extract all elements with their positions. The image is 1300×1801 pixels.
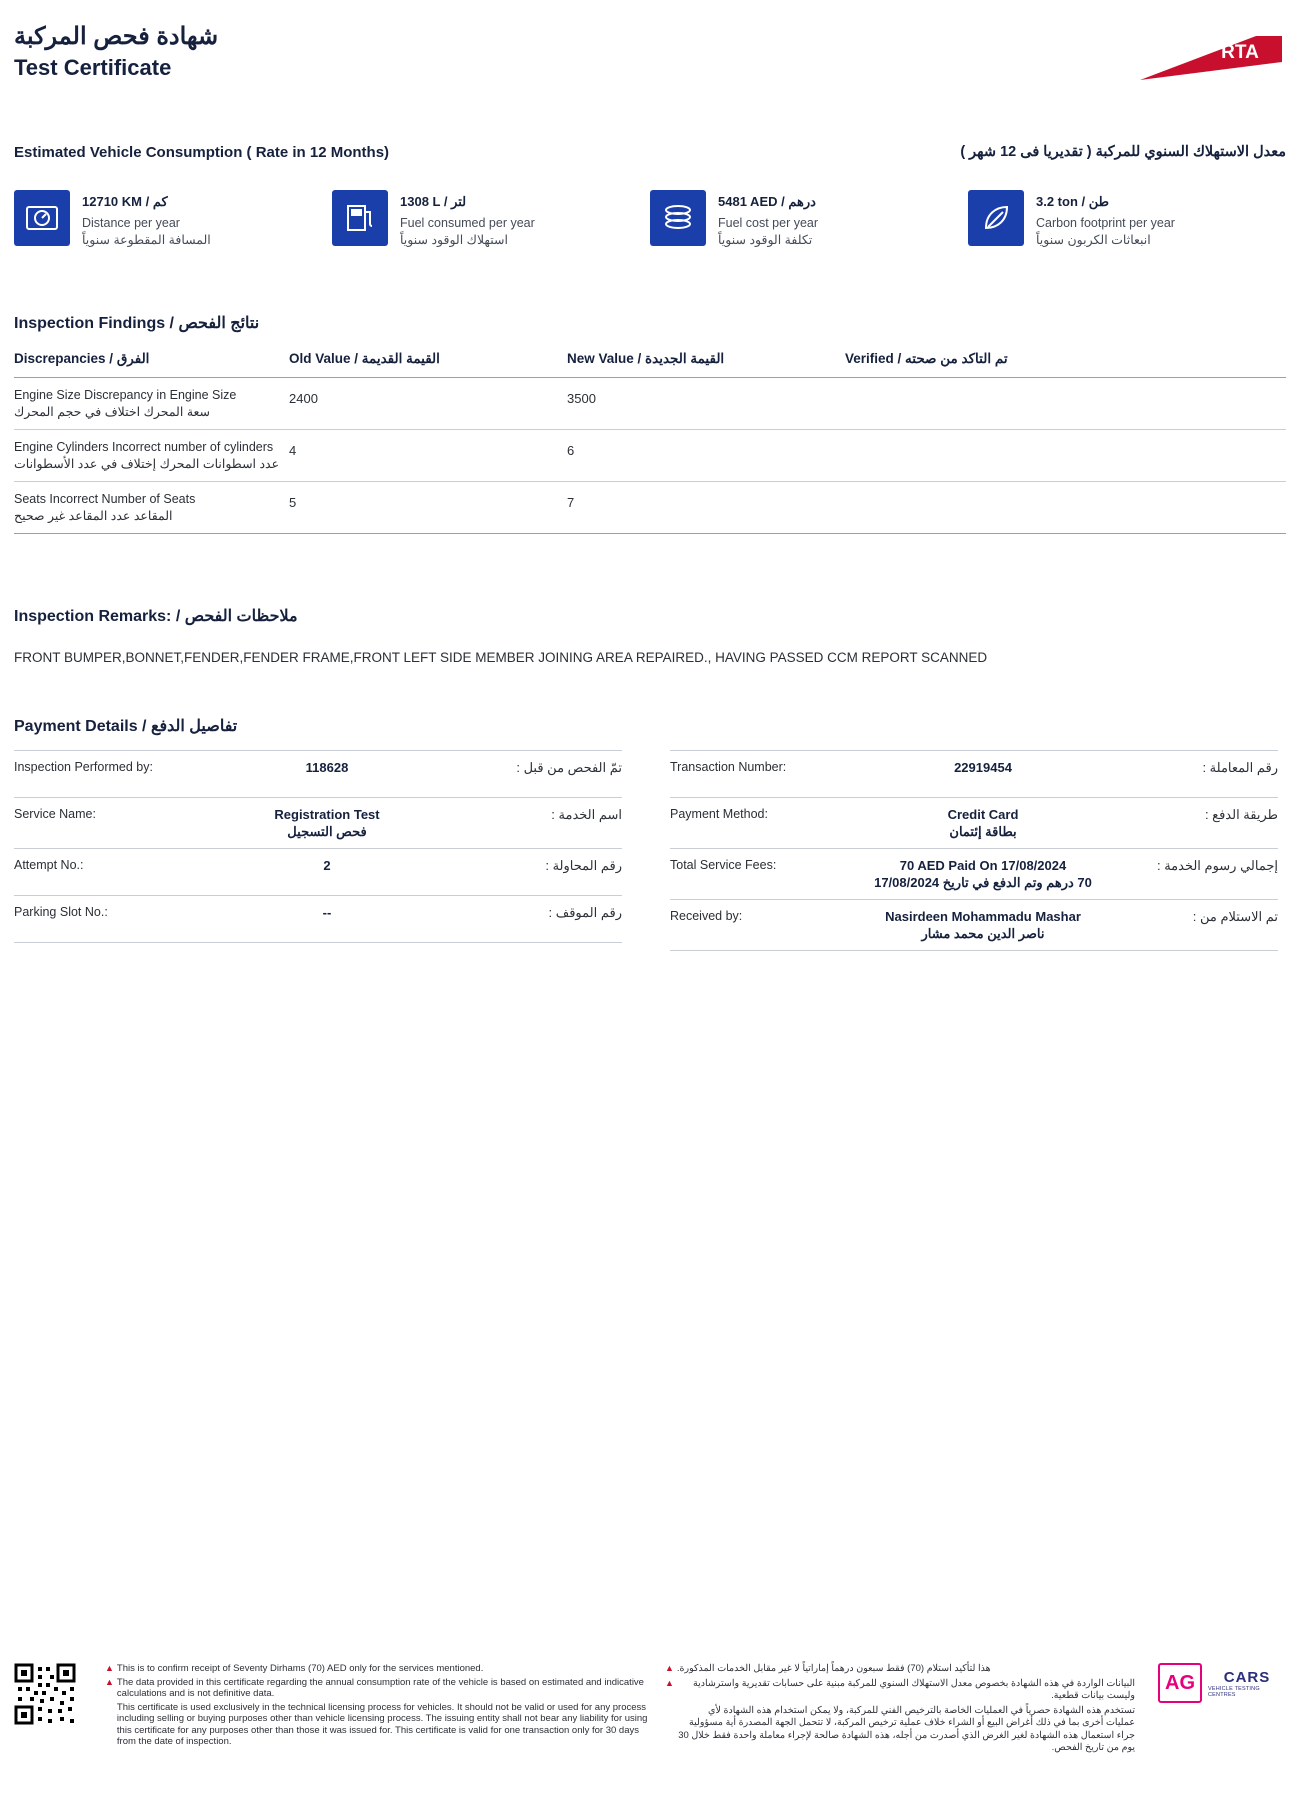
payment-label-ar: اسم الخدمة : (551, 807, 622, 822)
findings-old-value-cell (289, 482, 567, 534)
findings-verified-cell (845, 482, 1286, 534)
footer-text-en-2: The data provided in this certificate regarding the annual consumption rate of the vehicle is based on estimated and indicative calculations and is not definitive data. (116, 1676, 644, 1699)
payment-label-en: Inspection Performed by: (14, 760, 153, 774)
footer-line-ar (665, 1663, 1135, 1676)
consumption-item-cost (650, 190, 968, 249)
warning-icon: ▲ (665, 1663, 674, 1673)
payment-value (838, 857, 1128, 891)
consumption-list (14, 190, 1286, 249)
findings-verified-cell (845, 430, 1286, 482)
consumption-value: 12710 KM / كم (82, 194, 168, 209)
payment-heading-row (14, 716, 1286, 736)
footer-text-en-3: This certificate is used exclusively in the technical licensing process for vehicles. It should not be valid or used for any process including selling or buying purposes other than vehicle licensing process. The issuing entity shall not bear any liability for using this certificate for any purposes other than those it was issued for. This certificate is valid for one transaction only for 30 days from the date of inspection. (116, 1701, 648, 1747)
payment-value-secondary: 70 درهم وتم الدفع في تاريخ 17/08/2024 (874, 875, 1092, 890)
consumption-label-en: Distance per year (82, 216, 180, 230)
payment-value (838, 806, 1128, 840)
qr-code-icon (14, 1663, 76, 1725)
payment-heading: Payment Details / تفاصيل الدفع (14, 718, 238, 735)
payment-label-ar: تمّ الفحص من قبل : (516, 760, 622, 775)
payment-row-inspection-performed-by (14, 750, 622, 798)
footer-line (105, 1677, 650, 1700)
findings-col-new-value: New Value / القيمة الجديدة (567, 351, 845, 378)
coins-icon (650, 190, 706, 246)
discrepancy-ar: عدد اسطوانات المحرك إختلاف في عدد الأسطوانات (14, 457, 280, 471)
document-header (14, 22, 1286, 108)
payment-value (182, 857, 472, 874)
findings-new-value-cell (567, 378, 845, 430)
payment-value-primary: 2 (323, 858, 331, 873)
consumption-item-text (1036, 190, 1175, 249)
consumption-item-text (82, 190, 211, 249)
consumption-item-distance (14, 190, 332, 249)
old-value: 4 (289, 443, 297, 458)
payment-label-ar: إجمالي رسوم الخدمة : (1156, 858, 1278, 873)
footer-line-ar (665, 1678, 1135, 1703)
payment-label-en: Service Name: (14, 807, 96, 821)
findings-col-discrepancies: Discrepancies / الفرق (14, 351, 289, 378)
payment-row-transaction-number (670, 750, 1278, 798)
remarks-heading: Inspection Remarks: / ملاحظات الفحص (14, 608, 298, 625)
findings-header-row (14, 351, 1286, 378)
consumption-item-text (400, 190, 535, 249)
rta-logo-icon (1136, 32, 1284, 84)
svg-text:RTA: RTA (1221, 42, 1259, 63)
footer-disclaimer-ar (665, 1663, 1135, 1757)
findings-verified-cell (845, 378, 1286, 430)
payment-label-ar: رقم المعاملة : (1202, 760, 1278, 775)
payment-row-attempt-no (14, 849, 622, 896)
findings-heading-row (14, 313, 1286, 333)
table-row (14, 482, 1286, 534)
verified-value (845, 439, 1286, 443)
new-value: 6 (567, 443, 575, 458)
payment-label-en: Payment Method: (670, 807, 768, 821)
payment-label-ar: رقم المحاولة : (545, 858, 622, 873)
payment-value-secondary: بطاقة إئتمان (949, 824, 1017, 839)
payment-value (838, 908, 1128, 942)
footer-line (105, 1702, 650, 1748)
payment-label-en: Parking Slot No.: (14, 905, 108, 919)
warning-icon: ▲ (105, 1663, 114, 1673)
payment-label-ar: رقم الموقف : (548, 905, 622, 920)
page-title-en: Test Certificate (14, 55, 172, 80)
payment-value-primary: 118628 (305, 760, 349, 775)
discrepancy-en: Engine Size Discrepancy in Engine Size (14, 388, 237, 402)
consumption-value: 3.2 ton / طن (1036, 194, 1109, 209)
payment-details-grid (14, 750, 1286, 951)
verified-value (845, 491, 1286, 495)
findings-table (14, 351, 1286, 534)
findings-discrepancy-cell (14, 430, 289, 482)
consumption-heading-en: Estimated Vehicle Consumption ( Rate in 12 Months) (14, 144, 390, 161)
payment-value (182, 759, 472, 776)
findings-col-verified: Verified / تم التاكد من صحته (845, 351, 1286, 378)
findings-discrepancy-cell (14, 378, 289, 430)
payment-row-parking-slot-no (14, 896, 622, 943)
findings-col-old-value: Old Value / القيمة القديمة (289, 351, 567, 378)
verified-value (845, 387, 1286, 391)
payment-value-primary: 70 AED Paid On 17/08/2024 (899, 858, 1067, 873)
payment-row-total-service-fees (670, 849, 1278, 900)
old-value: 5 (289, 495, 297, 510)
footer-logos (1158, 1663, 1286, 1703)
payment-label-en: Total Service Fees: (670, 858, 777, 872)
payment-value (182, 806, 472, 840)
payment-value (182, 904, 472, 921)
consumption-item-fuel (332, 190, 650, 249)
payment-label-en: Transaction Number: (670, 760, 787, 774)
findings-discrepancy-cell (14, 482, 289, 534)
findings-new-value-cell (567, 430, 845, 482)
footer-text-ar-3: تستخدم هذه الشهادة حصرياً في العمليات الخاصة بالترخيص الفني للمركبة، ولا يمكن استخدام هذه الشهادة لأي عمليات أخرى بما في ذلك أغراض البيع أو الشراء خلاف عملية ترخيص المركبة، لا تتحمل الجهة المصدرة أية مسؤولية جراء استعمال هذه الشهادة لغير الغرض الذي أصدرت من أجله، هذه الشهادة صالحة لإجراء معاملة واحدة فقط خلال 30 يوم من تاريخ الفحص. (678, 1704, 1135, 1753)
payment-value-primary: Nasirdeen Mohammadu Mashar (885, 909, 1081, 924)
warning-icon: ▲ (665, 1677, 674, 1688)
findings-old-value-cell (289, 378, 567, 430)
consumption-label-ar: تكلفة الوقود سنوياً (718, 233, 813, 247)
page-title-ar: شهادة فحص المركبة (14, 23, 219, 50)
payment-label-en: Received by: (670, 909, 743, 923)
cars-logo-top: CARS (1223, 1668, 1271, 1686)
ag-logo-icon: AG (1158, 1663, 1202, 1703)
payment-value-primary: 22919454 (954, 760, 1012, 775)
table-row (14, 378, 1286, 430)
consumption-label-ar: انبعاثات الكربون سنوياً (1036, 233, 1151, 247)
consumption-value: 1308 L / لتر (400, 194, 467, 209)
consumption-item-text (718, 190, 818, 249)
new-value: 3500 (567, 391, 596, 406)
consumption-label-en: Fuel consumed per year (400, 216, 535, 230)
payment-row-service-name (14, 798, 622, 849)
payment-label-en: Attempt No.: (14, 858, 84, 872)
consumption-label-en: Fuel cost per year (718, 216, 819, 230)
discrepancy-en: Seats Incorrect Number of Seats (14, 492, 196, 506)
payment-value-primary: Registration Test (274, 807, 380, 822)
consumption-heading-row (14, 144, 1286, 168)
cars-logo-icon (1208, 1665, 1286, 1701)
payment-left-column (14, 750, 622, 951)
payment-value-secondary: فحص التسجيل (287, 824, 367, 839)
document-footer (14, 1663, 1286, 1783)
leaf-icon (968, 190, 1024, 246)
footer-line (105, 1663, 650, 1675)
fuel-pump-icon (332, 190, 388, 246)
footer-line-ar (665, 1705, 1135, 1755)
consumption-item-carbon (968, 190, 1286, 249)
certificate-content (14, 22, 1286, 951)
old-value: 2400 (289, 391, 318, 406)
consumption-label-ar: المسافة المقطوعة سنوياً (82, 233, 211, 247)
findings-heading: Inspection Findings / نتائج الفحص (14, 315, 260, 332)
payment-label-ar: تم الاستلام من : (1192, 909, 1278, 924)
footer-inner (14, 1663, 1286, 1757)
discrepancy-ar: سعة المحرك اختلاف في حجم المحرك (14, 405, 211, 419)
payment-value-secondary: ناصر الدين محمد مشار (921, 926, 1045, 941)
new-value: 7 (567, 495, 575, 510)
payment-right-column (670, 750, 1278, 951)
discrepancy-ar: المقاعد عدد المقاعد غير صحيح (14, 509, 173, 523)
footer-text-ar-2: البيانات الواردة في هذه الشهادة بخصوص معدل الاستهلاك السنوي للمركبة مبنية على حسابات تقديرية واسترشادية وليست بيانات قطعية. (692, 1677, 1135, 1701)
cars-logo-bottom: VEHICLE TESTING CENTRES (1208, 1685, 1260, 1698)
footer-text-ar-1: هذا لتأكيد استلام (70) فقط سبعون درهماً إماراتياً لا غير مقابل الخدمات المذكورة. (676, 1663, 991, 1674)
consumption-label-ar: استهلاك الوقود سنوياً (400, 233, 508, 247)
remarks-text: FRONT BUMPER,BONNET,FENDER,FENDER FRAME,FRONT LEFT SIDE MEMBER JOINING AREA REPAIRED., HAVING PASSED CCM REPORT SCANNED (14, 650, 988, 665)
payment-value-primary: -- (322, 905, 332, 920)
consumption-label-en: Carbon footprint per year (1036, 216, 1175, 230)
remarks-heading-row (14, 606, 1286, 626)
warning-icon: ▲ (105, 1676, 114, 1687)
payment-row-payment-method (670, 798, 1278, 849)
consumption-heading-ar: معدل الاستهلاك السنوي للمركبة ( تقديريا فى 12 شهر ) (960, 144, 1286, 160)
payment-value (838, 759, 1128, 776)
findings-old-value-cell (289, 430, 567, 482)
payment-label-ar: طريقة الدفع : (1204, 807, 1278, 822)
discrepancy-en: Engine Cylinders Incorrect number of cylinders (14, 440, 274, 454)
footer-text-en-1: This is to confirm receipt of Seventy Dirhams (70) AED only for the services mentioned. (116, 1663, 484, 1674)
payment-row-received-by (670, 900, 1278, 951)
consumption-value: 5481 AED / درهم (718, 194, 816, 209)
payment-value-primary: Credit Card (947, 807, 1019, 822)
gauge-icon (14, 190, 70, 246)
table-row (14, 430, 1286, 482)
footer-disclaimer-en (105, 1663, 650, 1750)
findings-new-value-cell (567, 482, 845, 534)
